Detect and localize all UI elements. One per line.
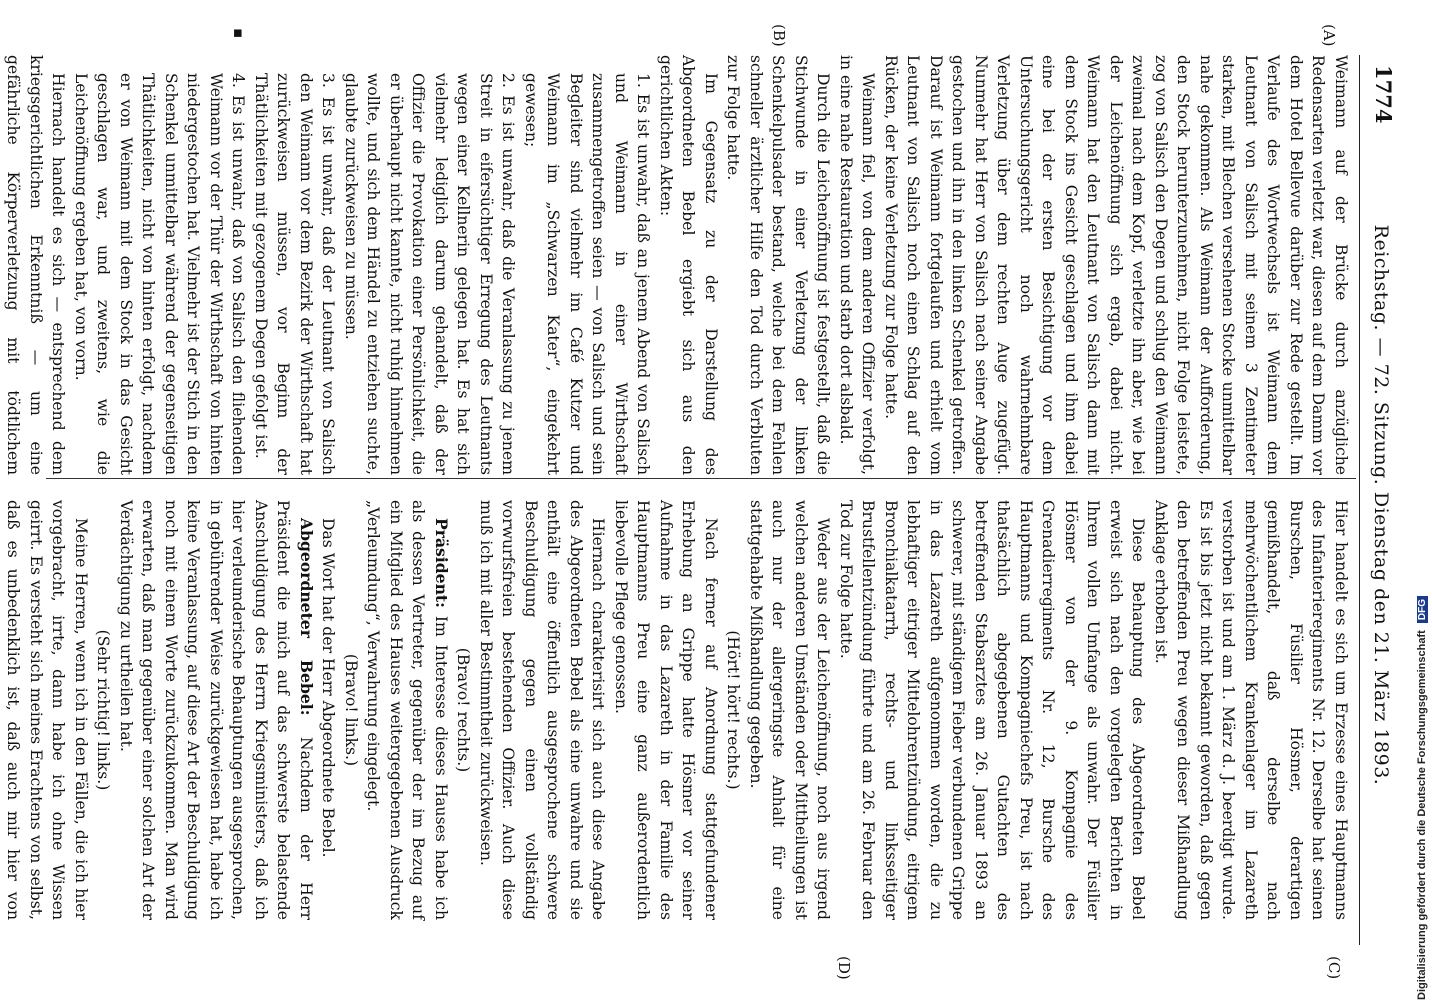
list-item: 1. Es ist unwahr, daß an jenem Abend von Salisch und Weimann in einer Wirthschaft zusammengetroffen seien — von Salisch und sein Begleiter sind vielmehr im Café Kutzer und Weimann im „Schwarzen Kater“, eingekehrt gewesen; [522,73,653,475]
margin-marker-b: (B) [770,24,788,47]
page-number: 1774 [1371,65,1396,124]
paragraph: Hier handelt es sich um Erzesse eines Hauptmanns des Infanterieregiments Nr. 12. Derselbe hat seinen Burschen, Füsilier Hösmer, derartigen gemißhandelt, daß derselbe nach mehrwöchentlichem Krankenlager im Lazareth verstorben ist und am 1. März d. J. beerdigt wurde. Es ist bis jetzt nicht bekannt geworden, daß gegen den betreffenden Preu wegen dieser Mißhandlung Anklage erhoben ist. [1152,500,1350,920]
column-divider [46,478,1356,479]
list-item: 2. Es ist unwahr, daß die Veranlassung zu jenem Streit in eifersüchtiger Erregung des Leutnants wegen einer Kellnerin gelegen hat. Es hat sich vielmehr lediglich darum gehandelt, daß der Offizier die Provokation einer Persönlichkeit, die er überhaupt nicht kannte, nicht ruhig hinnehmen wollte, und sich dem Händel zu entziehen suchte, glaubte zurückweisen zu müssen. [342,73,518,475]
paragraph: Weder aus der Leichenöffnung, noch aus irgend welchen anderen Umständen oder Mittheilungen ist auch nur der allergeringste Anhalt für eine stattgehabte Mißhandlung gegeben. [747,500,833,920]
right-column [0,500,1352,920]
margin-dash: ▪ [230,28,248,39]
margin-marker-d: (D) [835,956,853,980]
left-column [0,55,1352,475]
reaction: (Hört! hört! rechts.) [724,630,743,790]
paragraph: Diese Behauptung des Abgeordneten Bebel erweist sich nach den vorgelegten Berichten in Ihrem vollen Umfange als unwahr. Der Füsilier Hösmer von der 9. Kompagnie des Grenadierregiments Nr. 12, Bursche des Hauptmanns und Kompagniechefs Preu, ist nach thatsächlich abgegebenen Gutachten des betreffenden Stabsarztes am 26. Januar 1893 an schwerer, mit ständigem Fieber verbundenen Grippe in das Lazareth aufgenommen worden, die zu lebhaftiger eitriger Mittelohrentzündung, eitrigem Bronchialkatarrh, rechts- und linksseitiger Brustfellentzündung führte und am 26. Februar den Tod zur Folge hatte. [837,500,1148,921]
president-paragraph [362,500,452,920]
reaction: (Bravo! links.) [342,653,360,767]
paragraph: Weimann auf der Brücke durch anzügliche Redensarten verletzt war, diesen auf dem Damm vor dem Hotel Bellevue darüber zur Rede gestellt. Im Verlaufe des Wortwechsels ist Weimann dem Leutnant von Salisch mit seinem 3 Zentimeter starken, mit Blechen versehenen Stocke unmittelbar nahe gekommen. Als Weimann der Aufforderung, den Stock herunterzunehmen, nicht Folge leistete, zog von Salisch den Degen und schlug den Weimann zweimal nach dem Kopf, verletzte ihn aber, wie bei der Leichenöffnung sich ergab, dabei nicht. Weimann hat den Leutnant von Salisch dann mit dem Stock ins Gesicht geschlagen und ihm dabei eine bei der ersten Besichtigung vor dem Untersuchungsgericht noch wahrnehmbare Verletzung über dem rechten Auge zugefügt. Nunmehr hat Herr von Salisch nach seiner Angabe gestochen und ihn in den linken Schenkel getroffen. Darauf ist Weimann fortgelaufen und erhielt vom Leutnant von Salisch noch einen Schlag auf den Rücken, der keine Verletzung zur Folge hatte. [882,55,1350,475]
digitization-footer [1416,0,1428,1000]
list-item: 3. Es ist unwahr, daß der Leutnant von Salisch den Weimann vor dem Bezirk der Wirthschaft hat zurückweisen müssen, vor Beginn der Thätlichkeiten mit gezogenem Degen gefolgt ist. [252,73,338,475]
page-header [1364,65,1394,945]
speaker-label: Präsident: [432,518,451,608]
header-rule [1359,55,1360,945]
margin-marker-c: (C) [1325,956,1343,980]
paragraph: Durch die Leichenöffnung ist festgestellt, daß die Stichwunde in einer Verletzung der linken Schenkelpulsader bestand, welche bei dem Fehlen schneller ärztlicher Hilfe den Tod durch Verbluten zur Folge hatte. [724,55,833,475]
paragraph: Meine Herren, wenn ich in den Fällen, die ich hier vorgebracht, irrte, dann habe ich ohne Wissen geirrt. Es versteht sich meines Erachtens von selbst, daß es unbedenklich ist, daß auch mir hier von [4,500,90,920]
reaction: (Bravo! rechts.) [454,647,473,773]
rotated-page [0,20,1400,990]
bebel-paragraph [115,500,318,920]
speech-text: Im Interesse dieses Hauses habe ich als dessen Vertreter, gegenüber der im Bezug auf ein Mitglied des Hauses weitergegebenen Ausdruck „Verleumdung“, Verwahrung eingelegt. [364,500,450,920]
paragraph: Im Gegensatz zu der Darstellung des Abgeordneten Bebel ergiebt sich aus den gerichtlichen Akten: [657,55,720,475]
paragraph: Das Wort hat der Herr Abgeordnete Bebel. [319,518,338,858]
page-title: Reichstag. — 72. Sitzung. Dienstag den 21. März 1893. [1370,224,1392,786]
paragraph: Nach ferner auf Anordnung stattgefundener Erhebung an Grippe hatte Hösmer vor seiner Aufnahme in das Lazareth in der Familie des Hauptmanns Preu eine ganz außerordentlich liebevolle Pflege genossen. [612,500,720,920]
margin-marker-a: (A) [1320,24,1338,47]
list-item: 4. Es ist unwahr, daß von Salisch den fliehenden Weimann vor der Thür der Wirthschaft von hinten niedergestochen hat. Vielmehr ist der Stich in den Schenkel unmittelbar während der gegenseitigen Thätlichkeiten, nicht von hinten erfolgt, nachdem er von Weimann mit dem Stock in das Gesicht geschlagen war, und zweitens, wie die Leichenöffnung ergeben hat, von vorn. [72,73,248,475]
paragraph: Hiernach handelt es sich — entsprechend dem kriegsgerichtlichen Erkenntniß — um eine gefährliche Körperverletzung mit tödtlichem [4,55,68,475]
speech-text: Nachdem der Herr Präsident die mich auf das schwerste belastende Anschuldigung des Herrn Kriegsministers, daß ich hier verleumderische Behauptungen ausgesprochen, in gebührender Weise zurückgewiesen hat, habe ich keine Veranlassung, auf diese Art der Beschuldigung noch mit einem Worte zurückzukommen. Man wird erwarten, daß man gegenüber einer solchen Art der Verdächtigung zu urtheilen hat. [117,500,315,920]
speaker-label: Abgeordneter Bebel: [297,518,316,716]
paragraph: Weimann fiel, von dem anderen Offizier verfolgt, in eine nahe Restauration und starb dort alsbald. [837,55,878,475]
paragraph: Hiernach charakterisirt sich auch diese Angabe des Abgeordneten Bebel als eine unwahre und sie enthält eine öffentlich ausgesprochene schwere Beschuldigung gegen einen vollständig vorwurfsfreien bestehenden Offizier. Auch diese muß ich mit aller Bestimmtheit zurückweisen. [477,500,608,920]
reaction: (Sehr richtig! links.) [94,629,113,791]
footer-text: Digitalisierung gefördert durch die Deutsche Forschungsgemeinschaft [1416,630,1428,1000]
dfg-logo: DFG [1417,596,1428,623]
